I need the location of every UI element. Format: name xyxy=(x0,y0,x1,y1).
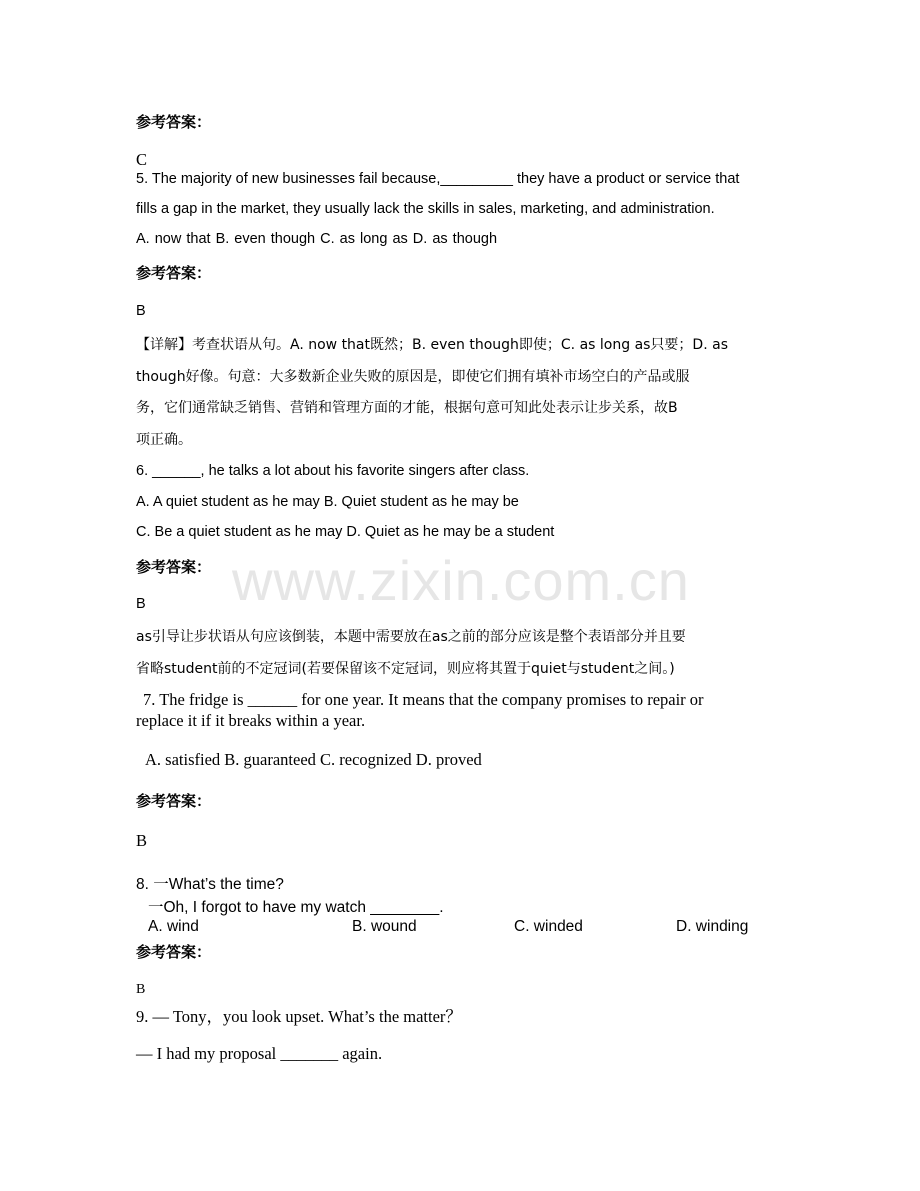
question-7-line-2: replace it if it breaks within a year. xyxy=(136,711,366,730)
question-5-line-1: 5. The majority of new businesses fail because,_________ they have a product or service that xyxy=(136,171,740,187)
question-5-options: A. now that B. even though C. as long as D. as though xyxy=(136,231,498,247)
answer-value: B xyxy=(136,303,146,319)
answer-label: 参考答案： xyxy=(136,943,212,961)
answer-value: B xyxy=(136,831,148,850)
question-7-line-1: 7. The fridge is ______ for one year. It means that the company promises to repair or xyxy=(143,690,704,709)
answer-value: B xyxy=(136,982,146,997)
option-b: B. wound xyxy=(352,918,417,935)
option-a: A. wind xyxy=(148,918,199,935)
explanation-line: 省略student前的不定冠词(若要保留该不定冠词，则应将其置于quiet与student之间。) xyxy=(136,661,675,677)
watermark: www.zixin.com.cn xyxy=(232,549,690,612)
explanation-line: 项正确。 xyxy=(136,432,192,448)
question-9-line-2: — I had my proposal _______ again. xyxy=(136,1044,383,1063)
answer-value: B xyxy=(136,596,146,612)
question-8-line-1: 8. 一What’s the time? xyxy=(136,876,284,893)
answer-label: 参考答案： xyxy=(136,113,212,131)
question-6-line-1: 6. ______, he talks a lot about his favorite singers after class. xyxy=(136,463,530,479)
explanation-line: though好像。句意：大多数新企业失败的原因是，即使它们拥有填补市场空白的产品或服 xyxy=(136,369,690,385)
answer-value: C xyxy=(136,150,148,169)
question-7-options: A. satisfied B. guaranteed C. recognized D. proved xyxy=(145,750,482,769)
option-c: C. winded xyxy=(514,918,583,935)
explanation-line: 务，它们通常缺乏销售、营销和管理方面的才能，根据句意可知此处表示让步关系，故B xyxy=(136,400,678,416)
question-8-line-2: 一Oh, I forgot to have my watch ________. xyxy=(148,899,444,916)
option-d: D. winding xyxy=(676,918,749,935)
question-5-line-2: fills a gap in the market, they usually lack the skills in sales, marketing, and administration. xyxy=(136,201,715,217)
answer-label: 参考答案： xyxy=(136,264,212,282)
explanation-line: as引导让步状语从句应该倒装，本题中需要放在as之前的部分应该是整个表语部分并且要 xyxy=(136,629,686,645)
question-6-options-2: C. Be a quiet student as he may D. Quiet as he may be a student xyxy=(136,524,555,540)
answer-label: 参考答案： xyxy=(136,792,212,810)
answer-label: 参考答案： xyxy=(136,558,212,576)
question-6-options-1: A. A quiet student as he may B. Quiet student as he may be xyxy=(136,494,519,510)
explanation-line: 【详解】考查状语从句。A. now that既然；B. even though即使；C. as long as只要；D. as xyxy=(136,337,728,353)
question-9-line-1: 9. — Tony，you look upset. What’s the matter？ xyxy=(136,1007,462,1026)
